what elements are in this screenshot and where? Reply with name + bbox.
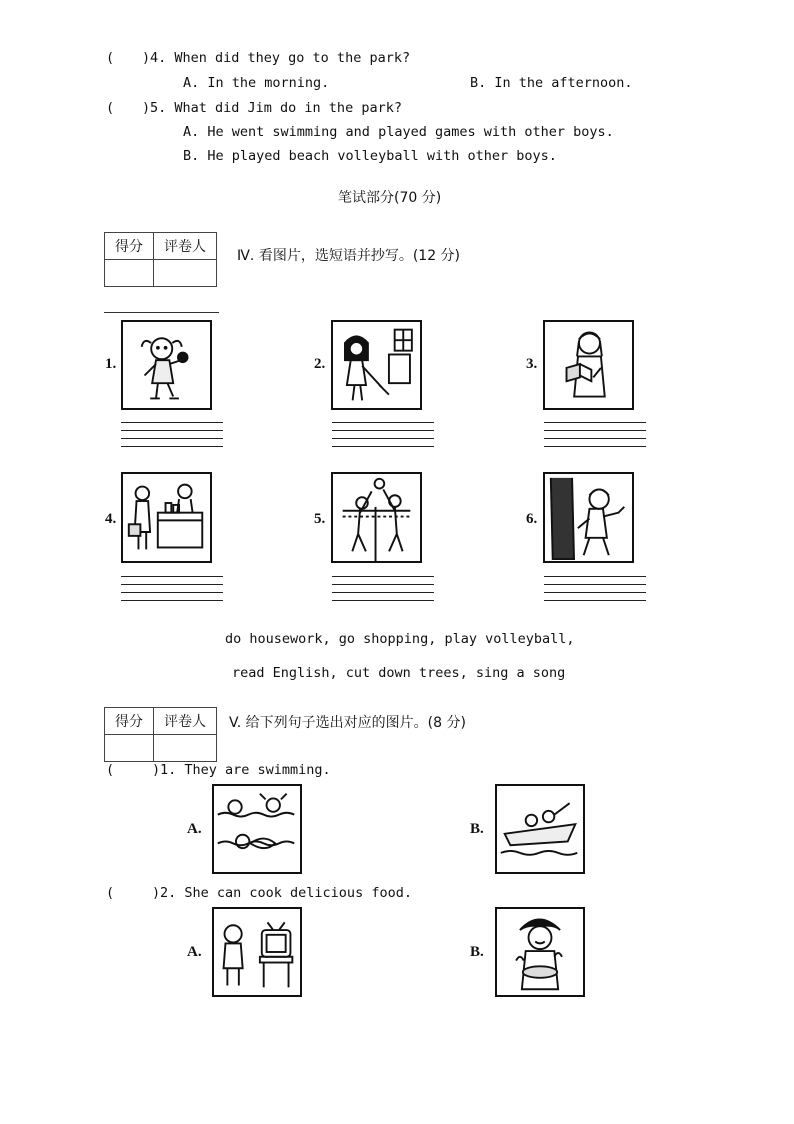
answer-lines-6[interactable] bbox=[544, 576, 646, 608]
boating-kids-icon[interactable] bbox=[495, 784, 585, 874]
score-cell[interactable] bbox=[105, 735, 154, 762]
phrase-bank-line-2: read English, cut down trees, sing a song bbox=[232, 665, 566, 681]
score-label: 得分 bbox=[105, 233, 154, 260]
girl-reading-icon bbox=[543, 320, 634, 410]
phrase-bank-line-1: do housework, go shopping, play volleyball, bbox=[225, 631, 575, 647]
s5-q2-option-b: B. bbox=[470, 944, 484, 960]
q4-paren-open: ( bbox=[106, 50, 115, 66]
answer-lines-2[interactable] bbox=[332, 422, 434, 454]
divider-line bbox=[104, 312, 219, 313]
q5-paren-open: ( bbox=[106, 100, 115, 116]
q5-option-a: A. He went swimming and played games with other boys. bbox=[183, 124, 614, 140]
score-table-section4 bbox=[104, 232, 217, 287]
cutting-tree-icon bbox=[543, 472, 634, 563]
s5-q1-option-a: A. bbox=[187, 821, 202, 837]
item-5-number: 5. bbox=[314, 511, 326, 527]
s5-q2-option-a: A. bbox=[187, 944, 202, 960]
item-1-number: 1. bbox=[105, 356, 117, 372]
q4-paren-close: ) bbox=[142, 50, 151, 66]
woman-cooking-icon[interactable] bbox=[495, 907, 585, 997]
score-table-section5 bbox=[104, 707, 217, 762]
s5-q1-paren-close: ) bbox=[152, 762, 161, 778]
score-label: 得分 bbox=[105, 708, 154, 735]
s5-q1-question: 1. They are swimming. bbox=[160, 762, 331, 778]
q5-question: 5. What did Jim do in the park? bbox=[150, 100, 402, 116]
swimming-kids-icon[interactable] bbox=[212, 784, 302, 874]
q5-paren-close: ) bbox=[142, 100, 151, 116]
score-cell[interactable] bbox=[105, 260, 154, 287]
grader-label: 评卷人 bbox=[154, 233, 217, 260]
item-6-number: 6. bbox=[526, 511, 538, 527]
s5-q2-paren-close: ) bbox=[152, 885, 161, 901]
section4-title: Ⅳ. 看图片，选短语并抄写。(12 分) bbox=[237, 248, 461, 264]
answer-lines-4[interactable] bbox=[121, 576, 223, 608]
answer-lines-3[interactable] bbox=[544, 422, 646, 454]
s5-q1-paren-open: ( bbox=[106, 762, 115, 778]
shopping-icon bbox=[121, 472, 212, 563]
q4-option-a: A. In the morning. bbox=[183, 75, 330, 91]
girl-singing-icon bbox=[121, 320, 212, 410]
answer-lines-5[interactable] bbox=[332, 576, 434, 608]
s5-q2-question: 2. She can cook delicious food. bbox=[160, 885, 412, 901]
answer-lines-1[interactable] bbox=[121, 422, 223, 454]
q4-question: 4. When did they go to the park? bbox=[150, 50, 411, 66]
grader-cell[interactable] bbox=[154, 735, 217, 762]
s5-q1-option-b: B. bbox=[470, 821, 484, 837]
item-4-number: 4. bbox=[105, 511, 117, 527]
written-part-heading: 笔试部分(70 分) bbox=[338, 190, 442, 206]
item-2-number: 2. bbox=[314, 356, 326, 372]
item-3-number: 3. bbox=[526, 356, 538, 372]
girl-sweeping-icon bbox=[331, 320, 422, 410]
s5-q2-paren-open: ( bbox=[106, 885, 115, 901]
q5-option-b: B. He played beach volleyball with other boys. bbox=[183, 148, 557, 164]
volleyball-icon bbox=[331, 472, 422, 563]
section5-title: V. 给下列句子选出对应的图片。(8 分) bbox=[229, 715, 466, 731]
boy-watching-tv-icon[interactable] bbox=[212, 907, 302, 997]
q4-option-b: B. In the afternoon. bbox=[470, 75, 633, 91]
grader-label: 评卷人 bbox=[154, 708, 217, 735]
grader-cell[interactable] bbox=[154, 260, 217, 287]
